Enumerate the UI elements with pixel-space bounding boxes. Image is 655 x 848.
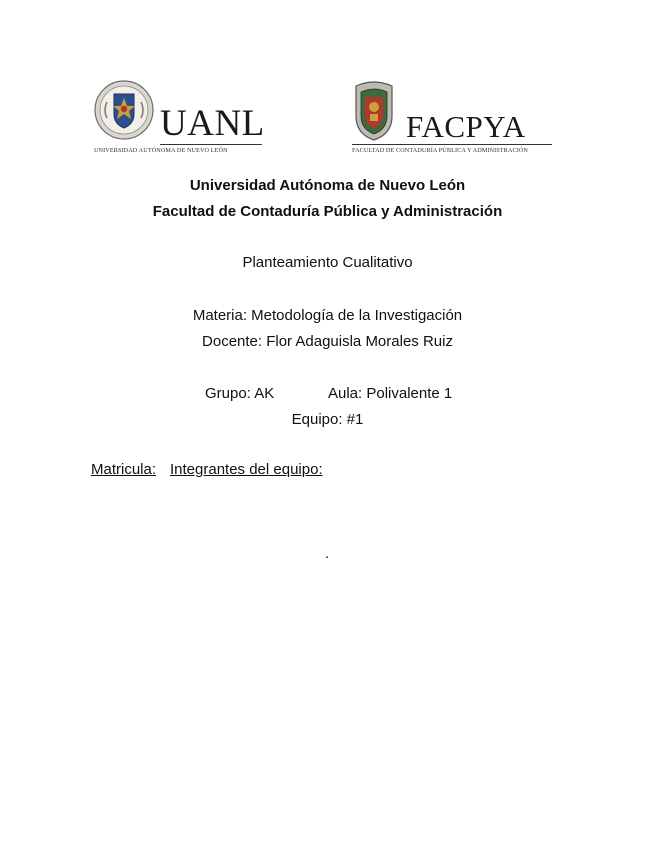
footer-mark: . xyxy=(325,545,330,562)
uanl-logo xyxy=(92,78,264,160)
uanl-wordmark: UANL xyxy=(160,103,265,144)
uanl-subtitle: UNIVERSIDAD AUTÓNOMA DE NUEVO LEÓN xyxy=(94,147,228,154)
document-title: Planteamiento Cualitativo xyxy=(242,254,413,271)
facpya-logo xyxy=(350,80,552,160)
members-column-header: Integrantes del equipo: xyxy=(170,461,323,478)
group-line: Grupo: AK xyxy=(205,385,275,402)
teacher-line: Docente: Flor Adaguisla Morales Ruiz xyxy=(202,333,453,350)
uanl-rule xyxy=(160,144,262,145)
facpya-subtitle: FACULTAD DE CONTADURÍA PÚBLICA Y ADMINISTRACIÓN xyxy=(352,147,528,154)
subject-line: Materia: Metodología de la Investigación xyxy=(192,307,463,324)
uanl-seal-icon xyxy=(94,80,154,140)
team-line: Equipo: #1 xyxy=(291,411,364,428)
facpya-rule xyxy=(352,144,552,145)
facpya-wordmark: FACPYA xyxy=(406,109,526,144)
facpya-crest-icon xyxy=(352,80,396,142)
faculty-name: Facultad de Contaduría Pública y Administración xyxy=(152,203,503,220)
room-line: Aula: Polivalente 1 xyxy=(328,385,453,402)
university-name: Universidad Autónoma de Nuevo León xyxy=(189,177,466,194)
id-column-header: Matricula: xyxy=(91,461,157,478)
